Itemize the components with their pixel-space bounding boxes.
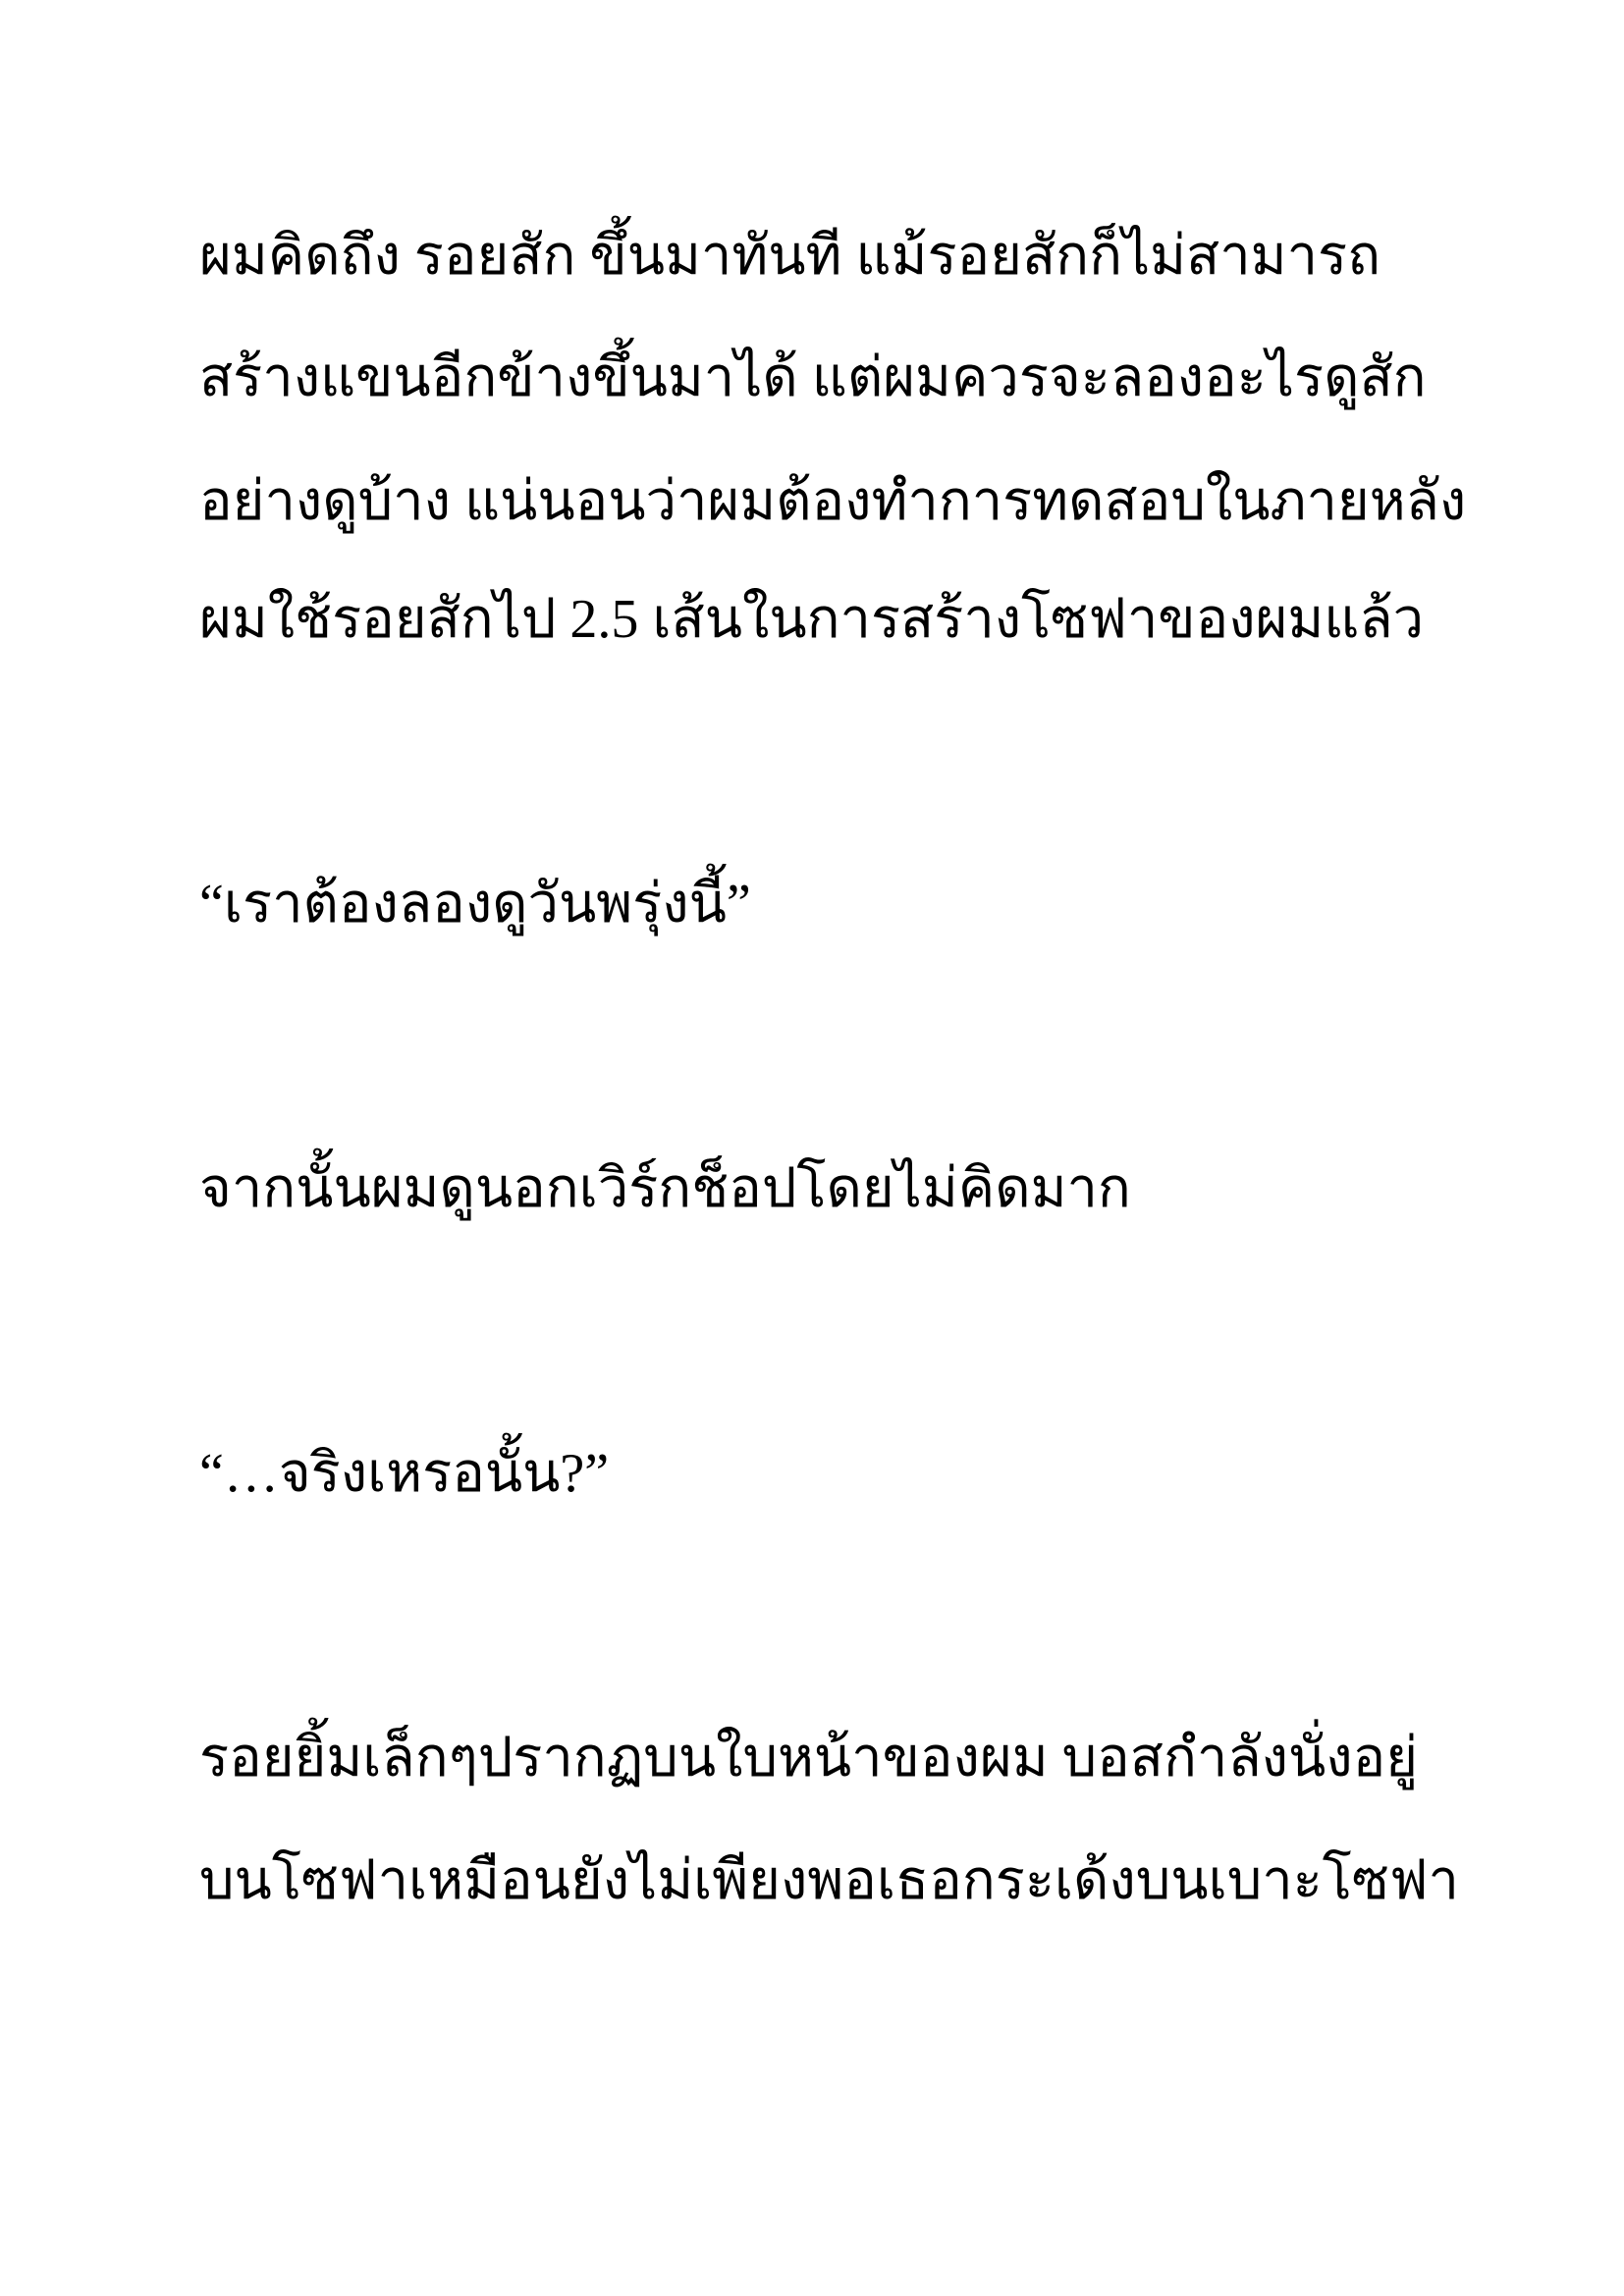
text-line: ผมใช้รอยสักไป 2.5 เส้นในการสร้างโซฟาของผมแล้ว — [199, 589, 1425, 650]
text-line: “…จริงเหรอนั้น?” — [199, 1443, 610, 1504]
text-line: “เราต้องลองดูวันพรุ่งนี้” — [199, 874, 751, 934]
text-line: ผมคิดถึง รอยสัก ขึ้นมาทันที แม้รอยสักก็ไม่สามารถ — [199, 226, 1381, 287]
text-line: บนโซฟาเหมือนยังไม่เพียงพอเธอกระเด้งบนเบาะโซฟา — [199, 1850, 1459, 1911]
text-line: จากนั้นผมดูนอกเวิร์กช็อปโดยไม่คิดมาก — [199, 1158, 1131, 1219]
text-line: สร้างแขนอีกข้างขึ้นมาได้ แต่ผมควรจะลองอะไรดูสัก — [199, 347, 1427, 408]
text-line: รอยยิ้มเล็กๆปรากฏบนใบหน้าของผม บอสกำลังนั่งอยู่ — [199, 1728, 1419, 1789]
text-line: อย่างดูบ้าง แน่นอนว่าผมต้องทำการทดสอบในภายหลัง — [199, 471, 1467, 532]
